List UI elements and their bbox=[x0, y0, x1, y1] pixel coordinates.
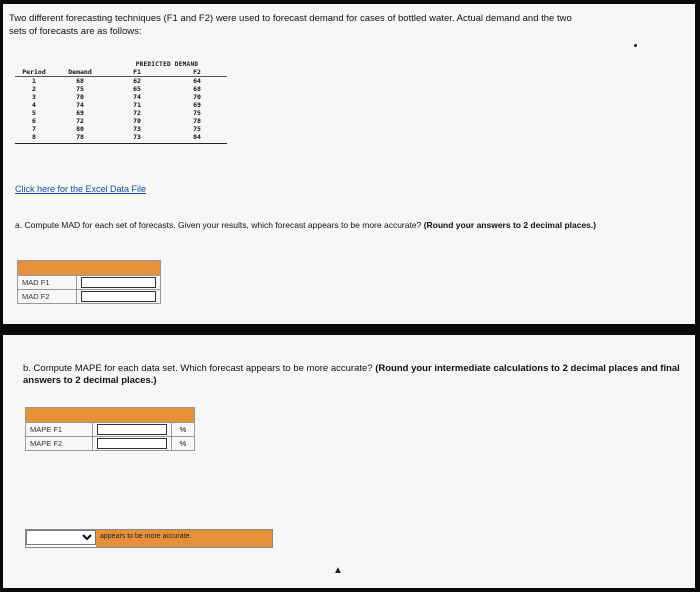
mad-f2-label: MAD F2 bbox=[18, 290, 77, 304]
table-cell: 80 bbox=[76, 125, 84, 133]
table-row bbox=[15, 109, 227, 117]
forecast-select[interactable] bbox=[26, 530, 96, 545]
question-panel-b bbox=[3, 335, 695, 588]
table-cell: 71 bbox=[133, 101, 141, 109]
table-cell: 73 bbox=[133, 133, 141, 141]
table-row bbox=[15, 125, 227, 133]
mape-table-header bbox=[26, 408, 195, 423]
table-cell: 3 bbox=[32, 93, 36, 101]
question-a-text: a. Compute MAD for each set of forecasts. Given your results, which forecast appears to be more accurate? bbox=[15, 220, 422, 230]
table-cell: 1 bbox=[32, 77, 36, 85]
mouse-cursor-icon: ▲ bbox=[333, 565, 343, 576]
table-cell: 72 bbox=[133, 109, 141, 117]
mape-f1-label: MAPE F1 bbox=[26, 423, 93, 437]
table-cell: 73 bbox=[133, 125, 141, 133]
table-cell: 6 bbox=[32, 117, 36, 125]
table-cell: 65 bbox=[133, 85, 141, 93]
mape-f1-input[interactable] bbox=[97, 424, 167, 435]
col-header-f1: F1 bbox=[107, 68, 167, 77]
table-cell: 74 bbox=[133, 93, 141, 101]
stray-dot bbox=[634, 44, 637, 47]
question-a-note: (Round your answers to 2 decimal places.) bbox=[423, 220, 597, 230]
problem-intro bbox=[9, 12, 669, 38]
predicted-demand-header: PREDICTED DEMAND bbox=[135, 60, 199, 68]
table-row bbox=[15, 117, 227, 125]
table-cell: 7 bbox=[32, 125, 36, 133]
mape-f1-unit: % bbox=[172, 423, 195, 437]
table-cell: 70 bbox=[133, 117, 141, 125]
table-cell: 69 bbox=[76, 109, 84, 117]
table-cell: 72 bbox=[76, 117, 84, 125]
table-cell: 68 bbox=[76, 77, 84, 85]
mape-f2-label: MAPE F2 bbox=[26, 437, 93, 451]
demand-table bbox=[15, 60, 227, 144]
table-cell: 70 bbox=[76, 93, 84, 101]
table-cell: 68 bbox=[193, 85, 201, 93]
mape-f2-input[interactable] bbox=[97, 438, 167, 449]
mad-table-header bbox=[18, 261, 161, 276]
table-cell: 75 bbox=[76, 85, 84, 93]
mad-f1-label: MAD F1 bbox=[18, 276, 77, 290]
table-cell: 2 bbox=[32, 85, 36, 93]
intro-line-1: Two different forecasting techniques (F1 and F2) were used to forecast demand for cases of bottled water. Actual demand and the two bbox=[9, 13, 572, 24]
question-panel-a bbox=[3, 4, 695, 324]
mape-answer-table bbox=[25, 407, 195, 451]
more-accurate-row bbox=[25, 529, 273, 548]
table-cell: 84 bbox=[193, 133, 201, 141]
mad-f1-input[interactable] bbox=[81, 277, 156, 288]
table-cell: 75 bbox=[193, 125, 201, 133]
table-cell: 78 bbox=[76, 133, 84, 141]
table-bottom-rule bbox=[15, 141, 227, 144]
mad-f2-input[interactable] bbox=[81, 291, 156, 302]
table-cell: 75 bbox=[193, 109, 201, 117]
question-b-text: b. Compute MAPE for each data set. Which forecast appears to be more accurate? bbox=[23, 363, 373, 374]
col-header-f2: F2 bbox=[167, 68, 227, 77]
table-cell: 64 bbox=[193, 77, 201, 85]
table-row bbox=[15, 85, 227, 93]
table-cell: 5 bbox=[32, 109, 36, 117]
table-cell: 70 bbox=[193, 93, 201, 101]
intro-line-2: sets of forecasts are as follows: bbox=[9, 26, 142, 37]
more-accurate-label: appears to be more accurate. bbox=[96, 530, 272, 547]
table-row bbox=[15, 133, 227, 141]
mape-f2-unit: % bbox=[172, 437, 195, 451]
table-cell: 69 bbox=[193, 101, 201, 109]
table-cell: 78 bbox=[193, 117, 201, 125]
table-row bbox=[15, 93, 227, 101]
table-cell: 62 bbox=[133, 77, 141, 85]
table-cell: 4 bbox=[32, 101, 36, 109]
col-header-demand: Demand bbox=[53, 68, 107, 77]
excel-data-link[interactable]: Click here for the Excel Data File bbox=[15, 184, 147, 194]
table-cell: 8 bbox=[32, 133, 36, 141]
table-row bbox=[15, 101, 227, 109]
question-b bbox=[23, 363, 683, 387]
question-a bbox=[15, 220, 665, 231]
col-header-period: Period bbox=[15, 68, 53, 77]
mad-answer-table bbox=[17, 260, 161, 304]
table-cell: 74 bbox=[76, 101, 84, 109]
table-row bbox=[15, 77, 227, 86]
question-b-note: (Round your intermediate calculations to 2 decimal places and final answers to 2 decimal places.) bbox=[23, 363, 680, 386]
